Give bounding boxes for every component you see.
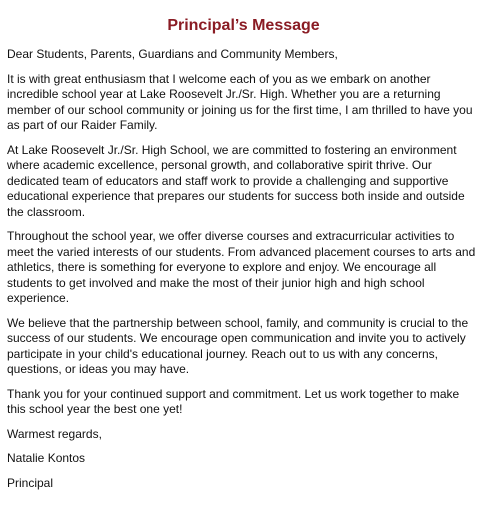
signer-name: Natalie Kontos (7, 451, 86, 465)
page-title: Principal’s Message (167, 17, 320, 34)
letter-paragraph-commitment: At Lake Roosevelt Jr./Sr. High School, we are committed to fostering an environment where academic excellence, personal growth, and collaborative spirit thrive. Our dedicated team of educators and staff work to provide a challenging and supportive educational experience that prepares our students for success both inside and outside the classroom. (7, 142, 465, 219)
signer-title: Principal (7, 475, 54, 490)
letter-closing: Warmest regards, (7, 426, 102, 441)
letter-paragraph-welcome: It is with great enthusiasm that I welcome each of you as we embark on another incredible school year at Lake Roosevelt Jr./Sr. High. Whether you are a returning member of our school community or joining us for the first time, I am thrilled to have you as part of our Raider Family. (7, 71, 473, 132)
letter-paragraph-partnership: We believe that the partnership between school, family, and community is crucial to the success of our students. We encourage open communication and invite you to actively participate in your child's educational journey. Reach out to us with any concerns, questions, or ideas you may have. (7, 315, 469, 376)
letter-greeting: Dear Students, Parents, Guardians and Community Members, (7, 47, 338, 61)
letter-paragraph-thanks: Thank you for your continued support and commitment. Let us work together to make this school year the best one yet! (7, 386, 460, 416)
letter-paragraph-activities: Throughout the school year, we offer diverse courses and extracurricular activities to meet the varied interests of our students. From advanced placement courses to arts and athletics, there is something for everyone to explore and enjoy. We encourage all students to get involved and make the most of their junior high and high school experience. (7, 229, 476, 305)
